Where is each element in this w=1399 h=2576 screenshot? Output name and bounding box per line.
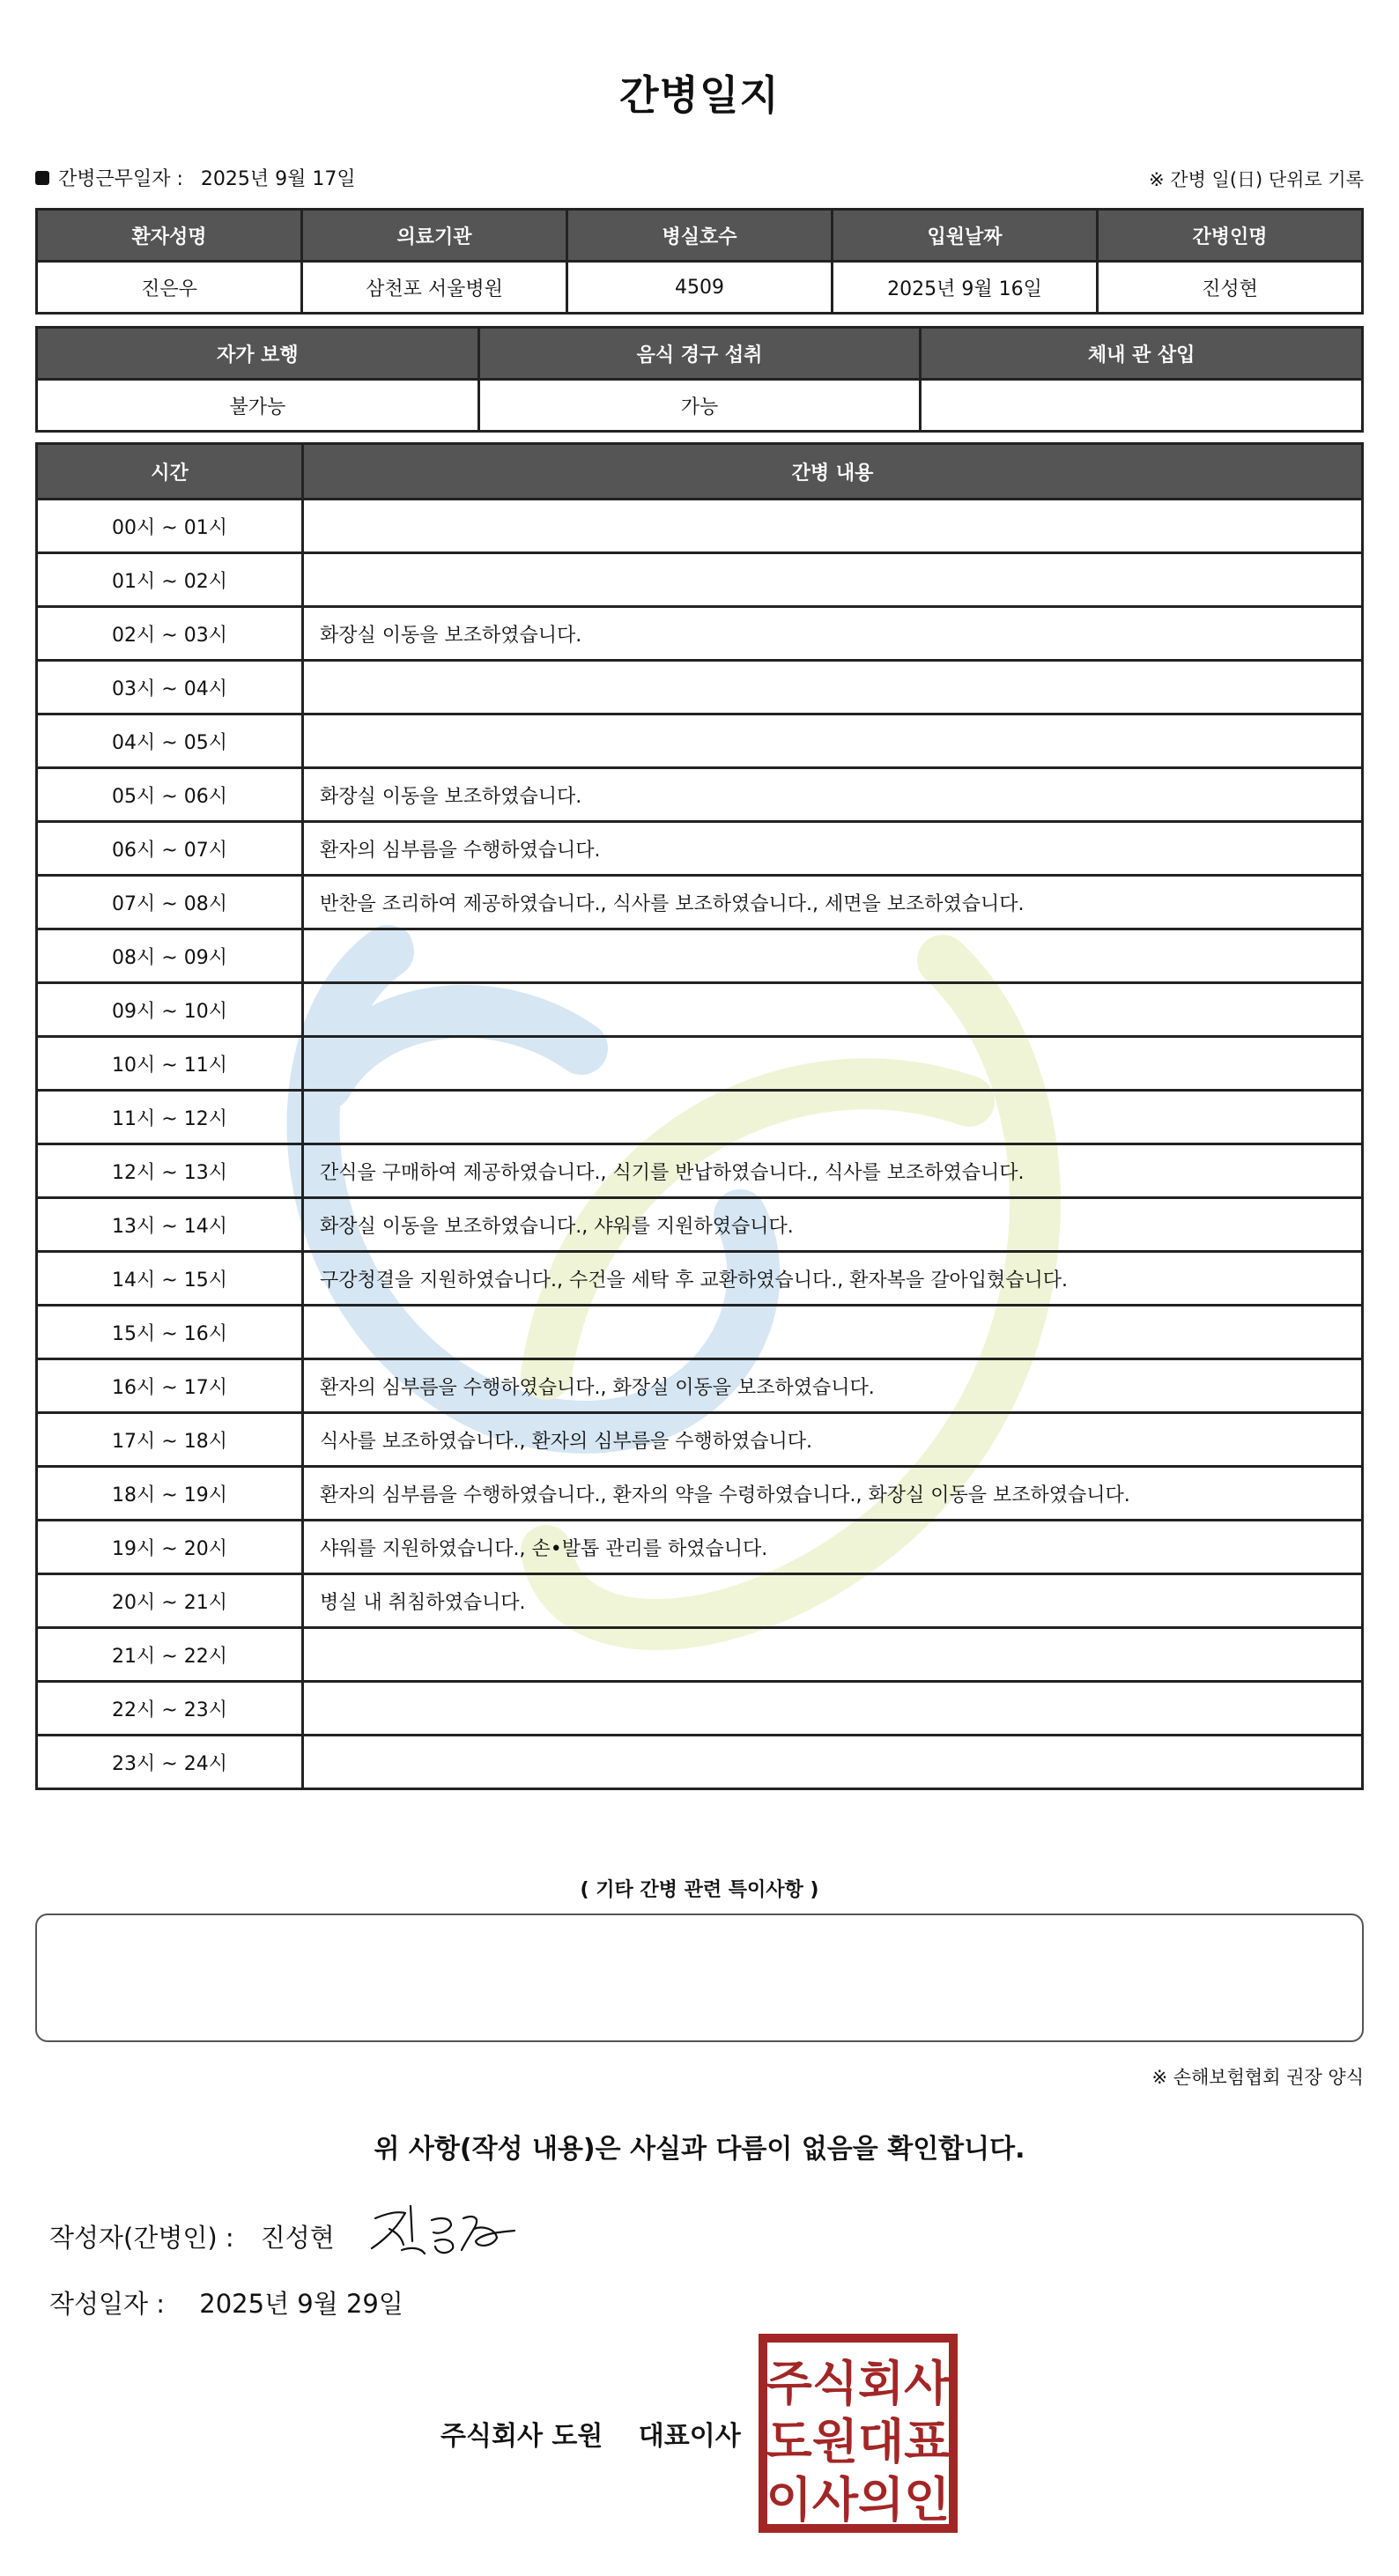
log-content: 구강청결을 지원하였습니다., 수건을 세탁 후 교환하였습니다., 환자복을 갈아입혔습니다. <box>303 1252 1363 1306</box>
log-content <box>303 1682 1363 1736</box>
seal-line-2: 도원대표 <box>766 2414 951 2469</box>
log-content: 환자의 심부름을 수행하였습니다. <box>303 822 1363 876</box>
log-time: 11시 ~ 12시 <box>37 1091 303 1144</box>
log-content <box>303 1037 1363 1091</box>
write-date-label: 작성일자 : <box>49 2289 166 2319</box>
log-row <box>37 1198 1363 1252</box>
header-hospital: 의료기관 <box>302 210 567 262</box>
log-row <box>37 822 1363 876</box>
company-seal-stamp <box>758 2333 959 2534</box>
log-time: 22시 ~ 23시 <box>37 1682 303 1736</box>
log-time: 02시 ~ 03시 <box>37 607 303 661</box>
patient-info-table <box>35 208 1364 315</box>
log-row <box>37 553 1363 607</box>
form-note: ※ 손해보험협회 권장 양식 <box>1151 2067 1364 2088</box>
patient-name: 진은우 <box>37 262 302 314</box>
log-time: 13시 ~ 14시 <box>37 1198 303 1252</box>
log-row <box>37 1037 1363 1091</box>
log-row <box>37 1467 1363 1521</box>
log-time: 05시 ~ 06시 <box>37 768 303 822</box>
company-representative: 대표이사 <box>638 2421 741 2452</box>
log-content <box>303 661 1363 714</box>
header-caregiver-name: 간병인명 <box>1098 210 1363 262</box>
admission-date: 2025년 9월 16일 <box>833 262 1098 314</box>
header-admission-date: 입원날짜 <box>833 210 1098 262</box>
log-row <box>37 1628 1363 1682</box>
log-time: 08시 ~ 09시 <box>37 929 303 983</box>
log-time: 01시 ~ 02시 <box>37 553 303 607</box>
header-care-content: 간병 내용 <box>303 444 1363 500</box>
header-patient-name: 환자성명 <box>37 210 302 262</box>
oral-intake-value: 가능 <box>478 380 921 432</box>
log-row <box>37 929 1363 983</box>
bullet-square-icon <box>35 171 49 185</box>
log-row <box>37 500 1363 553</box>
log-content <box>303 500 1363 553</box>
log-row <box>37 1359 1363 1413</box>
self-walking-value: 불가능 <box>37 380 479 432</box>
seal-line-3: 이사의인 <box>766 2472 951 2528</box>
work-date-value: 2025년 9월 17일 <box>200 168 356 190</box>
log-row <box>37 661 1363 714</box>
log-row <box>37 1736 1363 1789</box>
log-time: 06시 ~ 07시 <box>37 822 303 876</box>
log-content <box>303 929 1363 983</box>
log-time: 14시 ~ 15시 <box>37 1252 303 1306</box>
tube-insertion-value <box>921 380 1363 432</box>
log-content <box>303 1306 1363 1359</box>
log-content <box>303 1736 1363 1789</box>
log-content: 샤워를 지원하였습니다., 손•발톱 관리를 하였습니다. <box>303 1521 1363 1574</box>
log-content <box>303 1628 1363 1682</box>
log-time: 00시 ~ 01시 <box>37 500 303 553</box>
log-content: 환자의 심부름을 수행하였습니다., 화장실 이동을 보조하였습니다. <box>303 1359 1363 1413</box>
handwritten-signature <box>363 2194 539 2264</box>
write-date-value: 2025년 9월 29일 <box>199 2289 403 2319</box>
log-row <box>37 1144 1363 1198</box>
company-line <box>440 2414 741 2453</box>
header-self-walking: 자가 보행 <box>37 328 479 380</box>
writer-line <box>49 2218 335 2254</box>
log-content <box>303 714 1363 768</box>
log-content: 간식을 구매하여 제공하였습니다., 식기를 반납하였습니다., 식사를 보조하였습니다. <box>303 1144 1363 1198</box>
log-time: 17시 ~ 18시 <box>37 1413 303 1467</box>
confirmation-statement: 위 사항(작성 내용)은 사실과 다름이 없음을 확인합니다. <box>374 2134 1025 2165</box>
log-time: 10시 ~ 11시 <box>37 1037 303 1091</box>
patient-status-table <box>35 326 1364 433</box>
log-row <box>37 1252 1363 1306</box>
log-time: 12시 ~ 13시 <box>37 1144 303 1198</box>
header-time: 시간 <box>37 444 303 500</box>
log-row <box>37 768 1363 822</box>
caregiver-name: 진성현 <box>1098 262 1363 314</box>
log-row <box>37 1413 1363 1467</box>
work-date-line <box>35 164 356 191</box>
record-note: ※ 간병 일(日) 단위로 기록 <box>1149 169 1364 190</box>
writer-label: 작성자(간병인) : <box>49 2223 234 2253</box>
log-row <box>37 1574 1363 1628</box>
log-content <box>303 553 1363 607</box>
work-date-label: 간병근무일자 : <box>58 168 183 190</box>
log-time: 07시 ~ 08시 <box>37 876 303 929</box>
header-oral-intake: 음식 경구 섭취 <box>478 328 921 380</box>
log-time: 09시 ~ 10시 <box>37 983 303 1037</box>
writer-name: 진성현 <box>260 2223 335 2253</box>
log-content <box>303 1091 1363 1144</box>
seal-line-1: 주식회사 <box>766 2356 951 2411</box>
log-content <box>303 983 1363 1037</box>
hospital-name: 삼천포 서울병원 <box>302 262 567 314</box>
log-content: 식사를 보조하였습니다., 환자의 심부름을 수행하였습니다. <box>303 1413 1363 1467</box>
page-title: 간병일지 <box>619 71 780 119</box>
misc-notes-title: ( 기타 간병 관련 특이사항 ) <box>580 1879 819 1901</box>
room-number: 4509 <box>567 262 833 314</box>
log-time: 16시 ~ 17시 <box>37 1359 303 1413</box>
log-content: 환자의 심부름을 수행하였습니다., 환자의 약을 수령하였습니다., 화장실 이동을 보조하였습니다. <box>303 1467 1363 1521</box>
log-content: 병실 내 취침하였습니다. <box>303 1574 1363 1628</box>
write-date-line <box>49 2284 403 2321</box>
log-content: 화장실 이동을 보조하였습니다. <box>303 768 1363 822</box>
log-row <box>37 1682 1363 1736</box>
log-time: 15시 ~ 16시 <box>37 1306 303 1359</box>
care-log-table <box>35 442 1364 1790</box>
header-tube-insertion: 체내 관 삽입 <box>921 328 1363 380</box>
log-row <box>37 1306 1363 1359</box>
log-time: 21시 ~ 22시 <box>37 1628 303 1682</box>
misc-notes-box <box>35 1913 1364 2042</box>
log-content: 화장실 이동을 보조하였습니다., 샤워를 지원하였습니다. <box>303 1198 1363 1252</box>
log-time: 20시 ~ 21시 <box>37 1574 303 1628</box>
log-time: 03시 ~ 04시 <box>37 661 303 714</box>
log-time: 18시 ~ 19시 <box>37 1467 303 1521</box>
log-row <box>37 1091 1363 1144</box>
log-content: 반찬을 조리하여 제공하였습니다., 식사를 보조하였습니다., 세면을 보조하였습니다. <box>303 876 1363 929</box>
company-name: 주식회사 도원 <box>440 2421 603 2452</box>
log-time: 19시 ~ 20시 <box>37 1521 303 1574</box>
log-row <box>37 607 1363 661</box>
log-row <box>37 1521 1363 1574</box>
log-time: 04시 ~ 05시 <box>37 714 303 768</box>
log-row <box>37 876 1363 929</box>
log-content: 화장실 이동을 보조하였습니다. <box>303 607 1363 661</box>
log-row <box>37 983 1363 1037</box>
log-time: 23시 ~ 24시 <box>37 1736 303 1789</box>
header-room: 병실호수 <box>567 210 833 262</box>
log-row <box>37 714 1363 768</box>
